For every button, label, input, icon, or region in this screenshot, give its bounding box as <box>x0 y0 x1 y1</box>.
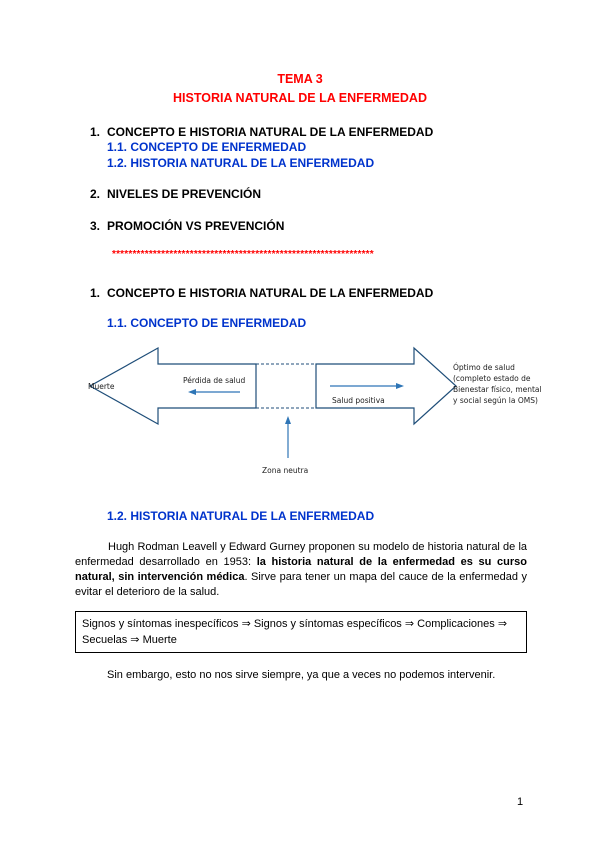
toc-item-2-number: 2. <box>90 187 101 201</box>
section-1-2-heading: 1.2. HISTORIA NATURAL DE LA ENFERMEDAD <box>107 509 375 523</box>
toc-sub-1: 1.1. CONCEPTO DE ENFERMEDAD <box>107 140 307 154</box>
page-number: 1 <box>517 796 524 808</box>
loss-arrow-shape <box>90 348 256 424</box>
history-paragraph <box>75 540 527 600</box>
section-1-1-heading: 1.1. CONCEPTO DE ENFERMEDAD <box>107 316 307 330</box>
toc-item-3-label: PROMOCIÓN VS PREVENCIÓN <box>107 219 285 233</box>
label-zona-neutra: Zona neutra <box>262 466 309 475</box>
paragraph-intro: Hugh Rodman Leavell y Edward Gurney proponen su modelo de historia natural de la enfermedad desarrollado en 1953: <box>75 541 527 568</box>
optimo-line-2: (completo estado de <box>453 374 531 383</box>
paragraph-rest: . Sirve para tener un mapa del cauce de la enfermedad y evitar el deterioro de la salud. <box>75 571 527 598</box>
loss-inner-arrowhead <box>188 389 196 395</box>
optimo-line-3: Bienestar físico, mental <box>453 385 542 394</box>
toc-item-1 <box>90 125 433 139</box>
paragraph-bold: la historia natural de la enfermedad es su curso natural, sin intervención médica <box>75 556 528 583</box>
page-title: HISTORIA NATURAL DE LA ENFERMEDAD <box>173 91 427 105</box>
section-1-number: 1. <box>90 286 101 300</box>
toc-item-3 <box>90 219 284 233</box>
optimo-line-1: Óptimo de salud <box>453 363 515 372</box>
health-continuum-diagram <box>80 340 540 480</box>
gain-inner-arrowhead <box>396 383 404 389</box>
tema-label: TEMA 3 <box>277 72 323 86</box>
toc-item-3-number: 3. <box>90 219 101 233</box>
label-optimo-salud <box>453 362 542 406</box>
section-1-heading <box>90 286 433 300</box>
label-perdida-salud: Pérdida de salud <box>183 376 246 385</box>
separator-line: **************************************************************** <box>112 249 374 260</box>
optimo-line-4: y social según la OMS) <box>453 396 538 405</box>
toc-item-2-label: NIVELES DE PREVENCIÓN <box>107 187 262 201</box>
toc-item-2 <box>90 187 261 201</box>
toc-sub-2: 1.2. HISTORIA NATURAL DE LA ENFERMEDAD <box>107 156 375 170</box>
closing-text: Sin embargo, esto no nos sirve siempre, ya que a veces no podemos intervenir. <box>107 669 496 681</box>
label-salud-positiva: Salud positiva <box>332 396 385 405</box>
label-muerte: Muerte <box>88 382 115 391</box>
toc-item-1-number: 1. <box>90 125 101 139</box>
disease-sequence-box: Signos y síntomas inespecíficos ⇒ Signos y síntomas específicos ⇒ Complicaciones ⇒ Secuelas ⇒ Muerte <box>75 611 527 653</box>
toc-item-1-label: CONCEPTO E HISTORIA NATURAL DE LA ENFERMEDAD <box>107 125 434 139</box>
section-1-label: CONCEPTO E HISTORIA NATURAL DE LA ENFERMEDAD <box>107 286 434 300</box>
neutral-zone-arrowhead <box>285 416 291 424</box>
